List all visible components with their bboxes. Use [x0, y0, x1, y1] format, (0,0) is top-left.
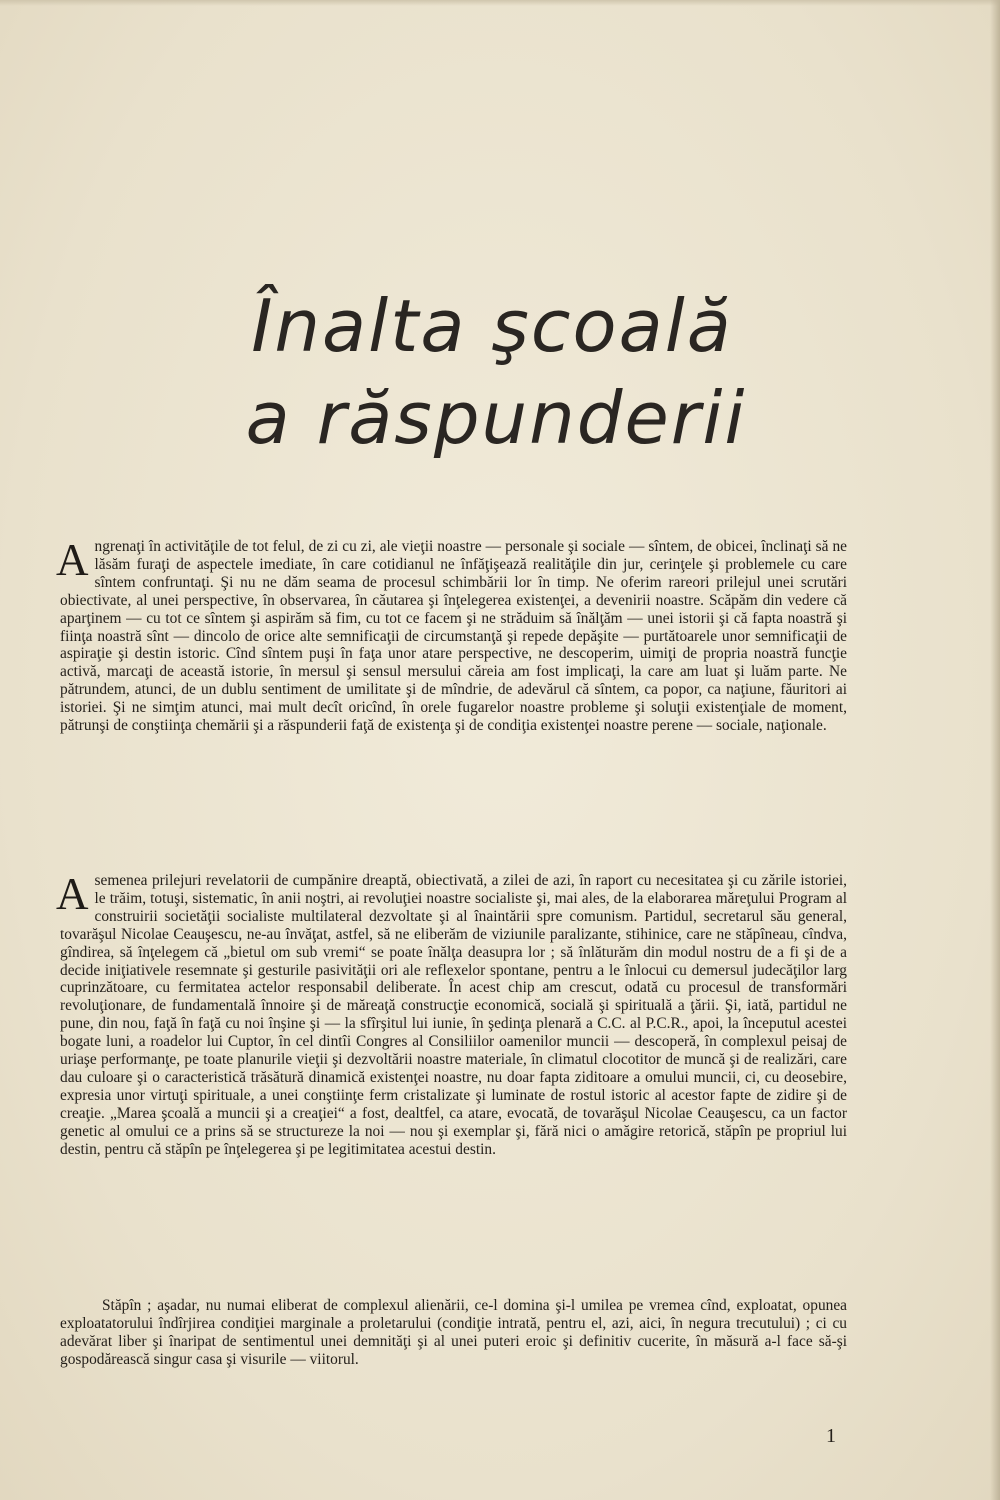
- page-number: 1: [826, 1425, 836, 1447]
- drop-cap-2: A: [56, 869, 89, 919]
- paragraph-3-text: Stăpîn ; aşadar, nu numai eliberat de complexul alienării, ce-l domina şi-l umilea pe vremea cînd, exploatat, opunea exploatatorului îndîrjirea condiţiei marginale a proletarului (condiţie intrată, pentru el, azi, aici, în negura trecutului) ; ci cu adevărat liber şi înaripat de sentimentul unei demnităţi şi al unei puteri eroic şi definitiv cucerite, în măsură a-l face să-şi gospodărească singur casa şi visurile — viitorul.: [60, 1297, 847, 1368]
- paragraph-2-text: semenea prilejuri revelatorii de cumpănire dreaptă, obiectivată, a zilei de azi, în raport cu necesitatea şi cu zările istoriei, le trăim, totuşi, sistematic, în anii noştri, ai revoluţiei noastre socialiste şi, mai ales, de la elaborarea măreţului Program al construirii societăţii socialiste multilateral dezvoltate şi al înaintării spre comunism. Partidul, secretarul său general, tovarăşul Nicolae Ceauşescu, ne-au învăţat, astfel, să ne eliberăm de viziunile paralizante, stihinice, care ne stăpîneau, cîndva, gîndirea, să înţelegem că „bietul om sub vremi“ se poate înălţa deasupra lor ; să înlăturăm din modul nostru de a fi şi de a decide iniţiativele resemnate şi gesturile pasivităţii ori ale reflexelor spontane, pentru a le înlocui cu demersul judecăţilor larg cuprinzătoare, cu fermitatea actelor responsabil deliberate. În acest chip am crescut, odată cu procesul de transformări revoluţionare, de fundamentală înnoire şi de măreaţă construcţie economică, socială şi spirituală a ţării. Şi, iată, partidul ne pune, din nou, faţă în faţă cu noi înşine şi — la sfîrşitul lui iunie, în şedinţa plenară a C.C. al P.C.R., apoi, la începutul acestei bogate luni, a roadelor lui Cuptor, în cel dintîi Congres al Consiliilor oamenilor muncii — descoperă, în complexul peisaj de uriaşe performanţe, pe toate planurile vieţii şi dezvoltării noastre materiale, în climatul clocotitor de muncă şi de realizări, care dau culoare şi o caracteristică trăsătură dinamică existenţei noastre, nu doar fapta ziditoare a omului muncii, ci, cu deosebire, expresia unor virtuţi spirituale, a unei conştiinţe ferm cristalizate şi luminate de rostul istoric al acestor fapte de zidire şi de creaţie. „Marea şcoală a muncii şi a creaţiei“ a fost, dealtfel, ca atare, evocată, de tovarăşul Nicolae Ceauşescu, ca un factor genetic al omului ce a prins să se structureze la noi — nou şi exemplar şi, fără nici o amăgire retorică, stăpîn pe propriul lui destin, pentru că stăpîn pe înţelegerea şi pe legitimitatea acestui destin.: [60, 872, 847, 1158]
- article-title-line-2: a răspunderii: [245, 376, 747, 460]
- article-paragraph-2: [56, 869, 847, 1159]
- article-paragraph-3: [60, 1297, 847, 1369]
- drop-cap-1: A: [56, 535, 89, 585]
- article-paragraph-1: [56, 535, 847, 735]
- article-title-line-1: Înalta şcoală: [251, 284, 733, 368]
- page-edge-shadow: [990, 0, 1000, 1500]
- page-top-shadow: [0, 0, 1000, 6]
- paragraph-1-text: ngrenaţi în activităţile de tot felul, de zi cu zi, ale vieţii noastre — personale şi sociale — sîntem, de obicei, înclinaţi să ne lăsăm furaţi de aspectele imediate, în care cotidianul ne înfăţişează realităţile din jur, cerinţele şi problemele cu care sîntem confruntaţi. Şi nu ne dăm seama de procesul schimbării lor în timp. Ne oferim rareori prilejul unei scrutări obiectivate, al unei perspective, în observarea, în căutarea şi înţelegerea existenţei, a devenirii noastre. Scăpăm din vedere că aparţinem — cu tot ce sîntem şi aspirăm să fim, cu tot ce facem şi ne străduim să înălţăm — unei istorii şi că fapta noastră şi fiinţa noastră sînt — dincolo de orice alte semnificaţii de circumstanţă şi repede depăşite — purtătoarele unor semnificaţii de aspiraţie şi destin istoric. Cînd sîntem puşi în faţa unor atare perspective, ne descoperim, uimiţi de propria noastră funcţie activă, marcaţi de această istorie, în mersul şi sensul mersului căreia am fost implicaţi, la care am luat şi luăm parte. Ne pătrundem, atunci, de un dublu sentiment de umilitate şi de mîndrie, de adevărul că sîntem, ca popor, ca naţiune, făuritori ai istoriei. Şi ne simţim atunci, mai mult decît oricînd, în orele fugarelor noastre probleme şi soluţii existenţiale de moment, pătrunşi de conştiinţa chemării şi a răspunderii faţă de existenţa şi de condiţia existenţei noastre perene — sociale, naţionale.: [60, 538, 847, 735]
